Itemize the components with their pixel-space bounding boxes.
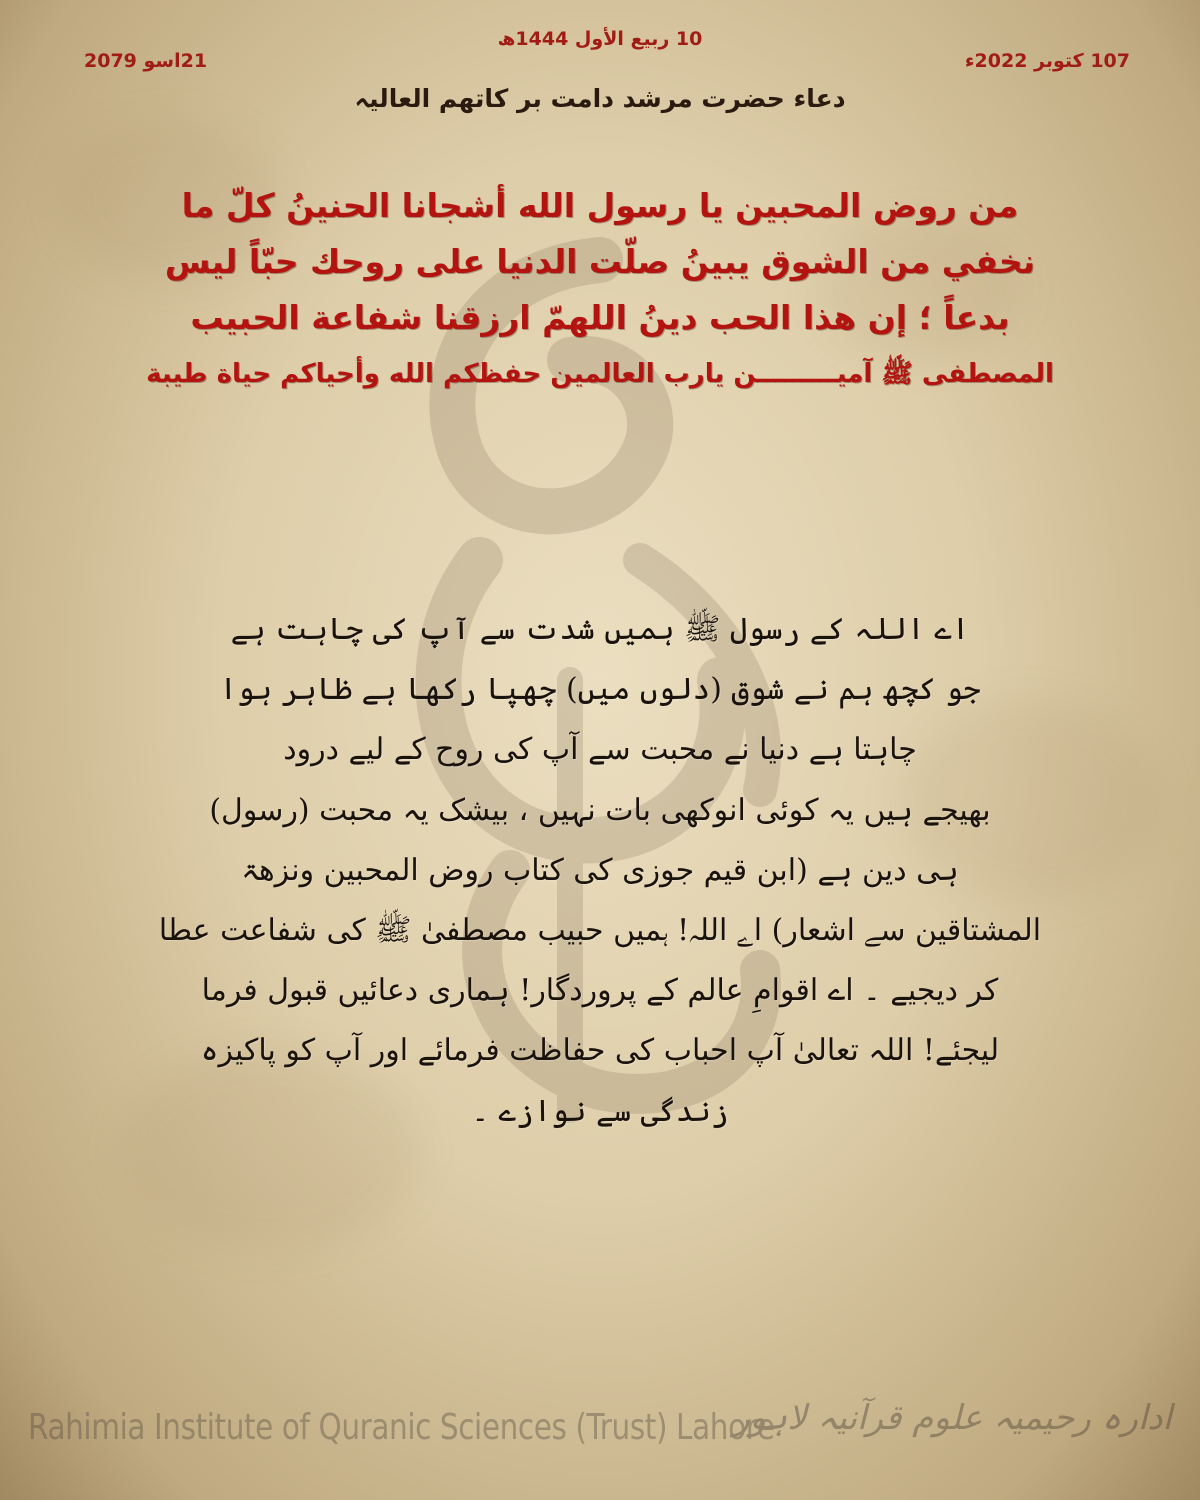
urdu-line: چاہتا ہے دنیا نے محبت سے آپ کی روح کے لیے درود [283,732,917,768]
urdu-line: لیجئے! اللہ تعالیٰ آپ احباب کی حفاظت فرمائے اور آپ کو پاکیزہ [200,1033,1000,1069]
hijri-date: 10 ربیع الأول 1444ھ [497,28,703,50]
urdu-line: جو کچھ ہم نے شوق (دلوں میں) چھپا رکھا ہے ظاہر ہوا [219,672,981,708]
urdu-line: کر دیجیے ۔ اے اقوامِ عالم کے پروردگار! ہماری دعائیں قبول فرما [201,973,999,1009]
page-subtitle: دعاء حضرت مرشد دامت بر کاتھم العالیہ [354,84,846,113]
institute-footer [28,1398,1172,1475]
arabic-line: نخفي من الشوق يبينُ صلّت الدنيا على روحك حبّاً ليس [164,242,1036,281]
gregorian-date: 107 کتوبر 2022ء [964,50,1130,72]
urdu-line: زندگی سے نوازے ۔ [471,1093,729,1129]
arabic-line: بدعاً ؛ إن هذا الحب دينُ اللهمّ ارزقنا شفاعة الحبيب [190,298,1010,337]
arabic-line: من روض المحبين يا رسول الله أشجانا الحنينُ كلّ ما [181,186,1019,225]
date-header [70,28,1130,80]
arabic-prayer [80,178,1120,402]
urdu-line: ہی دین ہے (ابن قیم جوزی کی کتاب روض المحبین ونزھۃ [241,852,959,888]
urdu-line: اے اللہ کے رسول ﷺ ہمیں شدت سے آپ کی چاہت ہے [230,612,970,647]
institute-logo: ادارہ رحیمیہ علوم قرآنیہ لاہور [733,1398,1172,1438]
institute-name: Rahimia Institute of Quranic Sciences (Trust) Lahore [28,1407,775,1448]
bikrami-date: 21اسو 2079 [84,50,208,72]
urdu-line: المشتاقین سے اشعار) اے اللہ! ہمیں حبیب مصطفیٰ ﷺ کی شفاعت عطا [158,912,1042,948]
urdu-line: بھیجے ہیں یہ کوئی انوکھی بات نہیں ، بیشک یہ محبت (رسول) [209,792,991,828]
urdu-translation [140,600,1060,1142]
arabic-line: المصطفى ﷺ آميـــــــــن يارب العالمين حفظكم الله وأحياكم حياة طيبة [146,359,1054,389]
